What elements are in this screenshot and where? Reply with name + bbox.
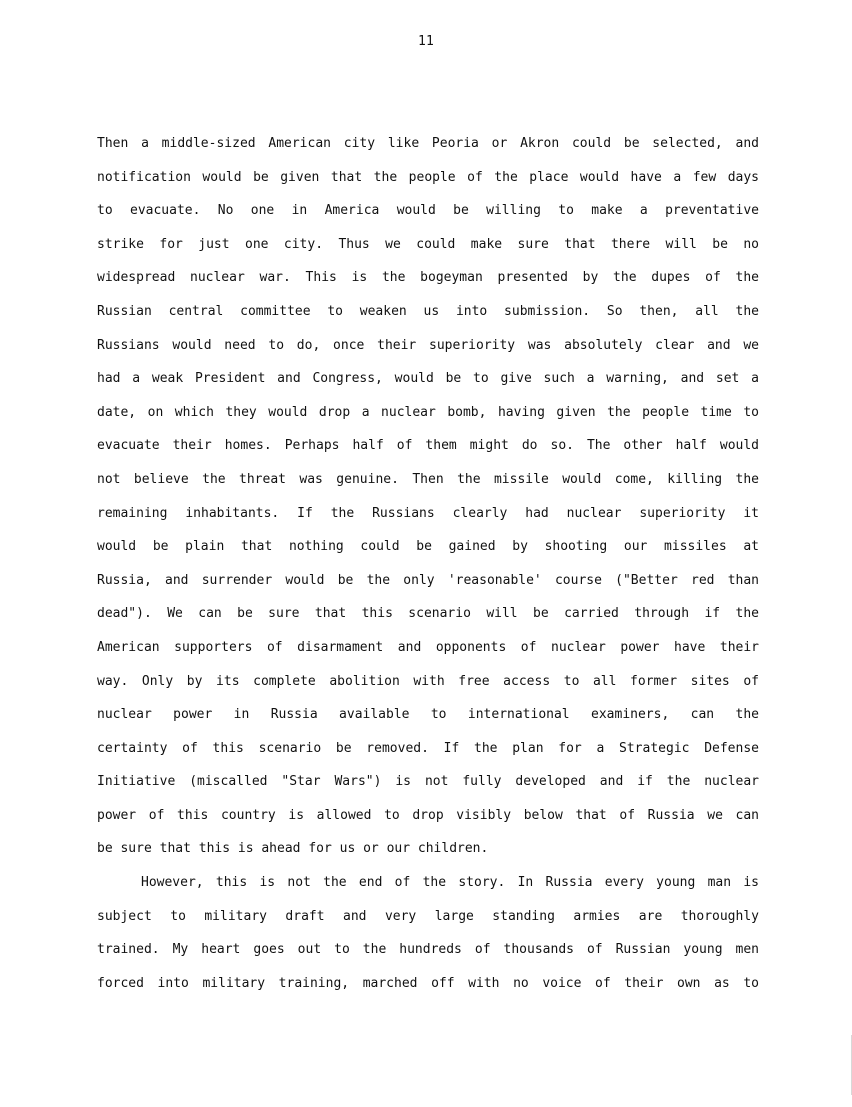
text-line: Russians would need to do, once their superiority was absolutely clear and we bbox=[97, 337, 759, 353]
text-line: However, this is not the end of the story. In Russia every young man is bbox=[141, 875, 759, 891]
text-line: certainty of this scenario be removed. If the plan for a Strategic Defense bbox=[97, 740, 759, 756]
text-line: widespread nuclear war. This is the bogeyman presented by the dupes of the bbox=[97, 270, 759, 286]
text-line: had a weak President and Congress, would be to give such a warning, and set a bbox=[97, 371, 759, 387]
text-line: Then a middle-sized American city like Peoria or Akron could be selected, and bbox=[97, 136, 759, 151]
text-line: forced into military training, marched off with no voice of their own as to bbox=[97, 975, 759, 991]
text-line: trained. My heart goes out to the hundreds of thousands of Russian young men bbox=[97, 942, 759, 958]
text-line: remaining inhabitants. If the Russians clearly had nuclear superiority it bbox=[97, 505, 759, 521]
text-line: way. Only by its complete abolition with free access to all former sites of bbox=[97, 673, 759, 689]
page-number: 11 bbox=[417, 34, 435, 49]
text-line: American supporters of disarmament and opponents of nuclear power have their bbox=[97, 639, 759, 655]
text-line: strike for just one city. Thus we could make sure that there will be no bbox=[97, 236, 759, 252]
text-line: power of this country is allowed to drop visibly below that of Russia we can bbox=[97, 807, 759, 823]
paragraph-2 bbox=[97, 873, 759, 1007]
text-line: Russia, and surrender would be the only 'reasonable' course ("Better red than bbox=[97, 572, 759, 588]
text-line: date, on which they would drop a nuclear bomb, having given the people time to bbox=[97, 404, 759, 420]
text-line: not believe the threat was genuine. Then the missile would come, killing the bbox=[97, 471, 759, 487]
body-text bbox=[97, 134, 759, 1007]
text-line: nuclear power in Russia available to international examiners, can the bbox=[97, 707, 759, 723]
text-line: to evacuate. No one in America would be willing to make a preventative bbox=[97, 203, 759, 219]
text-line: dead"). We can be sure that this scenario will be carried through if the bbox=[97, 606, 759, 622]
text-line: Initiative (miscalled "Star Wars") is not fully developed and if the nuclear bbox=[97, 774, 759, 790]
text-line: evacuate their homes. Perhaps half of them might do so. The other half would bbox=[97, 438, 759, 454]
paragraph-1 bbox=[97, 134, 759, 873]
text-line: notification would be given that the people of the place would have a few days bbox=[97, 169, 759, 185]
text-line: subject to military draft and very large standing armies are thoroughly bbox=[97, 908, 759, 924]
text-line: Russian central committee to weaken us into submission. So then, all the bbox=[97, 303, 759, 319]
text-line: would be plain that nothing could be gained by shooting our missiles at bbox=[97, 539, 759, 555]
text-line: be sure that this is ahead for us or our children. bbox=[97, 841, 489, 857]
